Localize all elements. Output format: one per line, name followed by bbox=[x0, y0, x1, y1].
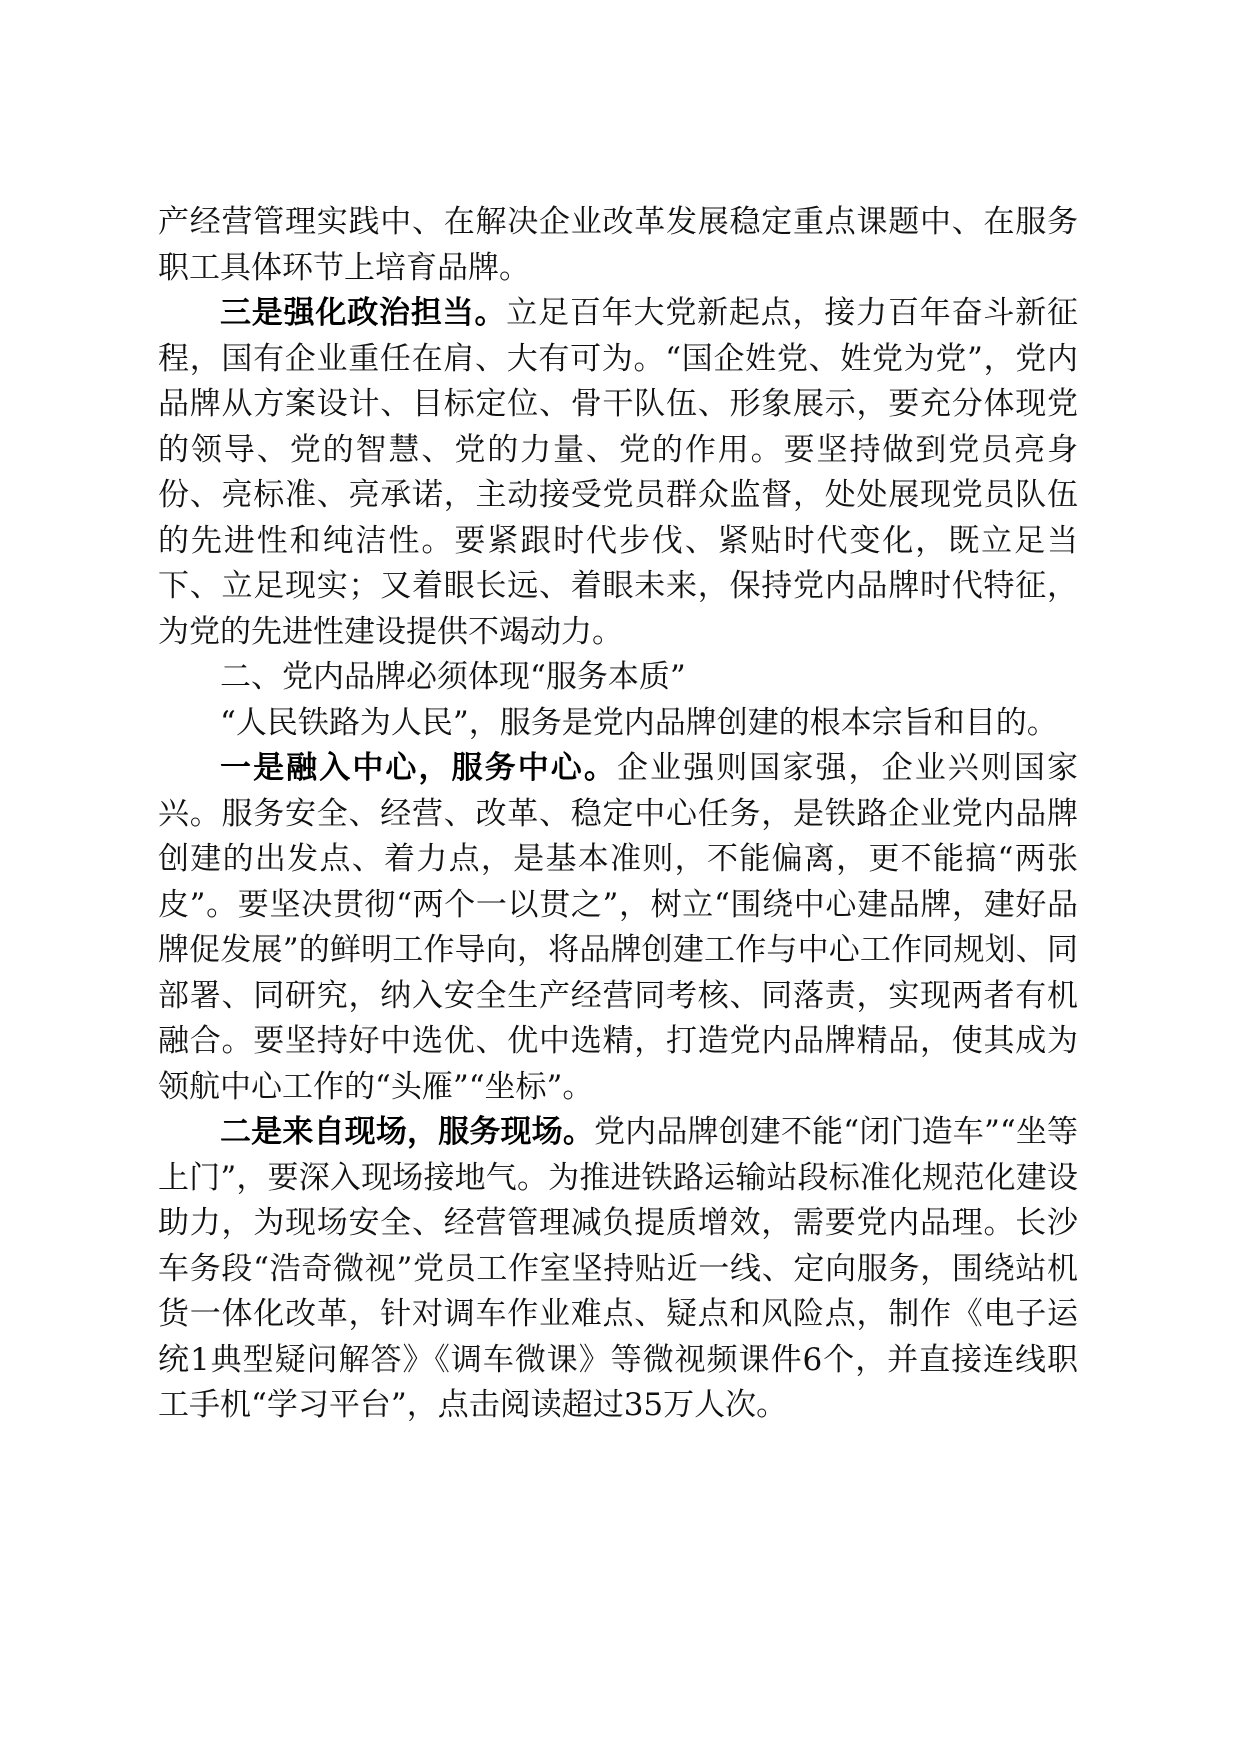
paragraph-service-purpose bbox=[158, 701, 1078, 747]
section-heading bbox=[158, 655, 1078, 701]
paragraph-lead: 三是强化政治担当。 bbox=[220, 295, 507, 331]
paragraph-lead: 二是来自现场，服务现场。 bbox=[220, 1114, 594, 1150]
paragraph-text: “人民铁路为人民”，服务是党内品牌创建的根本宗旨和目的。 bbox=[220, 704, 1058, 741]
document-body bbox=[158, 200, 1078, 1429]
paragraph-text: 产经营管理实践中、在解决企业改革发展稳定重点课题中、在服务职工具体环节上培育品牌。 bbox=[158, 204, 1078, 286]
paragraph-serve-center bbox=[158, 746, 1078, 1110]
paragraph-serve-site bbox=[158, 1110, 1078, 1429]
paragraph-lead: 一是融入中心，服务中心。 bbox=[220, 750, 617, 786]
paragraph-text: 企业强则国家强，企业兴则国家兴。服务安全、经营、改革、稳定中心任务，是铁路企业党内品牌创建的出发点、着力点，是基本准则，不能偏离，更不能搞“两张皮”。要坚决贯彻“两个一以贯之”，树立“围绕中心建品牌，建好品牌促发展”的鲜明工作导向，将品牌创建工作与中心工作同规划、同部署、同研究，纳入安全生产经营同考核、同落责，实现两者有机融合。要坚持好中选优、优中选精，打造党内品牌精品，使其成为领航中心工作的“头雁”“坐标”。 bbox=[158, 750, 1079, 1105]
paragraph-text: 党内品牌创建不能“闭门造车”“坐等上门”，要深入现场接地气。为推进铁路运输站段标准化规范化建设助力，为现场安全、经营管理减负提质增效，需要党内品理。长沙车务段“浩奇微视”党员工作室坚持贴近一线、定向服务，围绕站机货一体化改革，针对调车作业难点、疑点和风险点，制作《电子运统1典型疑问解答》《调车微课》等微视频课件6个，并直接连线职工手机“学习平台”，点击阅读超过35万人次。 bbox=[158, 1114, 1079, 1423]
section-heading-text: 二、党内品牌必须体现“服务本质” bbox=[220, 659, 686, 695]
paragraph-political-responsibility bbox=[158, 291, 1078, 655]
paragraph-text: 立足百年大党新起点，接力百年奋斗新征程，国有企业重任在肩、大有可为。“国企姓党、姓党为党”，党内品牌从方案设计、目标定位、骨干队伍、形象展示，要充分体现党的领导、党的智慧、党的力量、党的作用。要坚持做到党员亮身份、亮标准、亮承诺，主动接受党员群众监督，处处展现党员队伍的先进性和纯洁性。要紧跟时代步伐、紧贴时代变化，既立足当下、立足现实；又着眼长远、着眼未来，保持党内品牌时代特征，为党的先进性建设提供不竭动力。 bbox=[158, 295, 1079, 650]
paragraph-continuation bbox=[158, 200, 1078, 291]
